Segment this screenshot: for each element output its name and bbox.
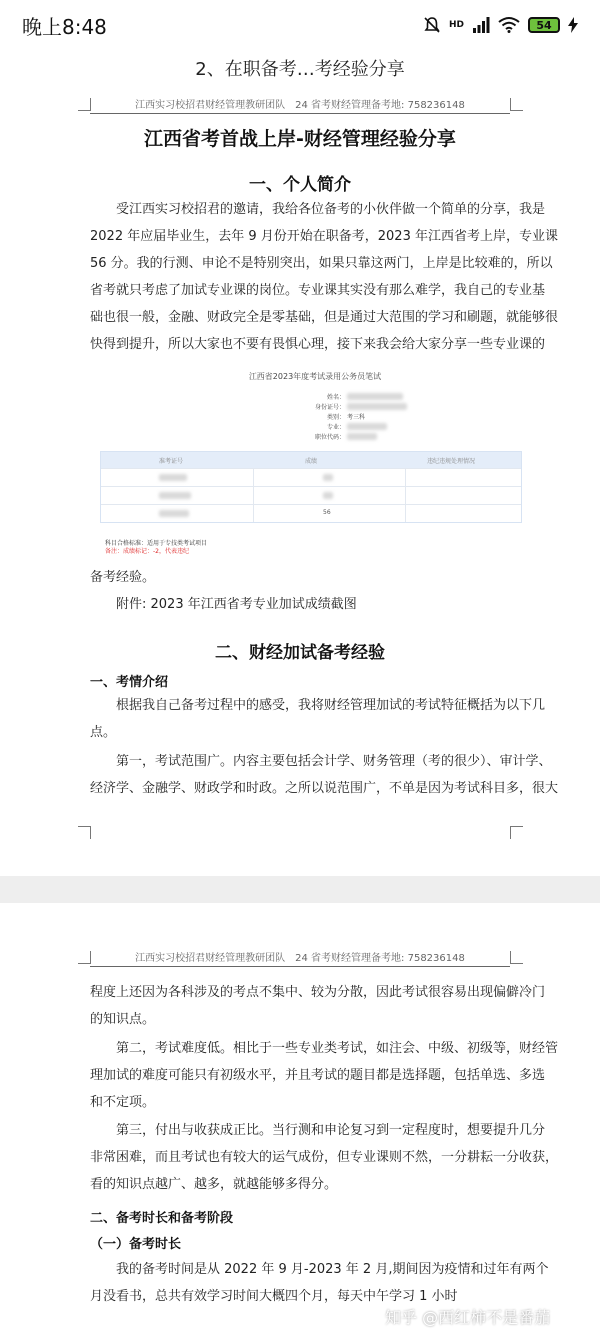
score-note: 科目合格标准：适用于专技类考试项目: [105, 540, 208, 547]
score-shot-title: 江西省2023年度考试录用公务员笔试: [248, 372, 382, 381]
page-corner-mark: [510, 98, 523, 111]
column-divider: [253, 468, 254, 522]
score-table: [100, 451, 522, 523]
redacted-value: [347, 423, 387, 430]
paragraph-line: 非常困难，而且考试也有较大的运气成份，但专业课则不然，一分耕耘一分收获，: [90, 1150, 559, 1165]
subheading-duration-stages: 二、备考时长和备考阶段: [90, 1211, 234, 1226]
wifi-icon: [498, 17, 520, 33]
document-page-1[interactable]: [0, 86, 600, 876]
redacted-value: [347, 393, 403, 400]
field-label: 专业：: [326, 424, 345, 431]
paragraph-line: 经济学、金融学、财政学和时政。之所以说范围广，不单是因为考试科目多，很大: [90, 781, 559, 796]
paragraph-line: 第三，付出与收获成正比。当行测和申论复习到一定程度时，想要提升几分: [116, 1123, 546, 1138]
paragraph-line: 础也很一般，金融、财政完全是零基础，但是通过大范围的学习和刷题，就能够很: [90, 310, 559, 325]
paragraph-line: 2022 年应届毕业生，去年 9 月份开始在职备考，2023 年江西省考上岸，专业课: [90, 229, 558, 244]
field-label: 职位代码：: [314, 434, 345, 441]
section-heading-intro: 一、个人简介: [249, 175, 351, 195]
paragraph-line: 第二，考试难度低。相比于一些专业类考试，如注会、中级、初级等，财经管: [116, 1041, 559, 1056]
redacted-value: [347, 433, 377, 440]
document-viewer-title: 2、在职备考…考经验分享: [0, 50, 600, 86]
status-bar: [0, 0, 600, 50]
page-corner-mark: [510, 951, 523, 964]
paragraph-line: 受江西实习校招君的邀请，我给各位备考的小伙伴做一个简单的分享，我是: [116, 202, 546, 217]
category-value: 考三科: [347, 414, 366, 421]
battery-indicator: 54: [528, 17, 560, 33]
section-heading-experience: 二、财经加试备考经验: [215, 643, 385, 663]
score-note-remark: 备注：成绩标记：-2，代表违纪: [105, 548, 189, 555]
page-corner-mark: [78, 826, 91, 839]
paragraph-line: 56 分。我的行测、申论不是特别突出，如果只靠这两门，上岸是比较难的，所以: [90, 256, 553, 271]
paragraph-line: 我的备考时间是从 2022 年 9 月-2023 年 2 月,期间因为疫情和过年有两个: [116, 1262, 549, 1277]
page-header: 江西实习校招君财经管理教研团队 24 省考财经管理备考地: 758236148: [90, 96, 510, 114]
page-corner-mark: [510, 826, 523, 839]
paragraph-line: 快得到提升，所以大家也不要有畏惧心理，接下来我会给大家分享一些专业课的: [90, 337, 546, 352]
paragraph-line: 根据我自己备考过程中的感受，我将财经管理加试的考试特征概括为以下几: [116, 698, 546, 713]
subheading-duration: （一）备考时长: [90, 1237, 182, 1252]
paragraph-line: 点。: [90, 725, 117, 740]
paragraph-line: 省考就只考虑了加试专业课的岗位。专业课其实没有那么难学，我自己的专业基: [90, 283, 546, 298]
score-table-header: [101, 452, 521, 468]
paragraph-line: 程度上还因为各科涉及的考点不集中、较为分散，因此考试很容易出现偏僻冷门: [90, 985, 546, 1000]
document-page-2[interactable]: [0, 903, 600, 1333]
redacted-value: [159, 474, 187, 481]
document-title: 江西省考首战上岸-财经管理经验分享: [144, 128, 456, 150]
column-header: 成绩: [304, 457, 317, 465]
score-value: 56: [323, 509, 331, 516]
redacted-value: [347, 403, 407, 410]
paragraph-line: 备考经验。: [90, 570, 156, 585]
charging-bolt-icon: [568, 17, 578, 33]
paragraph-line: 第一，考试范围广。内容主要包括会计学、财务管理（考的很少）、审计学、: [116, 754, 552, 769]
paragraph-line: 看的知识点越广、越多，就越能够多得分。: [90, 1177, 338, 1192]
page-header: 江西实习校招君财经管理教研团队 24 省考财经管理备考地: 758236148: [90, 949, 510, 967]
field-label: 姓名：: [326, 394, 345, 401]
paragraph-line: 的知识点。: [90, 1012, 156, 1027]
field-label: 身份证号：: [314, 404, 345, 411]
network-type-label: HD: [448, 20, 464, 30]
paragraph-line: 理加试的难度可能只有初级水平，并且考试的题目都是选择题，包括单选、多选: [90, 1068, 546, 1083]
status-time: 晚上8:48: [22, 14, 107, 39]
field-label: 类别：: [326, 414, 345, 421]
redacted-value: [159, 510, 189, 517]
mute-bell-icon: [423, 16, 441, 34]
score-shot-fields: [295, 393, 345, 443]
subheading-exam-overview: 一、考情介绍: [90, 675, 169, 690]
redacted-value: [323, 492, 333, 499]
zhihu-watermark: 知乎 @西红柿不是番茄: [385, 1308, 551, 1327]
column-header: 违纪违规处理情况: [426, 457, 475, 465]
signal-icon: [472, 17, 490, 33]
paragraph-line: 和不定项。: [90, 1095, 156, 1110]
column-divider: [405, 468, 406, 522]
redacted-value: [159, 492, 191, 499]
column-header: 准考证号: [158, 457, 183, 465]
page-separator: [0, 876, 600, 903]
redacted-value: [323, 474, 333, 481]
status-icons: [423, 16, 578, 34]
paragraph-line: 月没看书，总共有效学习时间大概四个月，每天中午学习 1 小时: [90, 1289, 458, 1304]
figure-caption: 附件: 2023 年江西省考专业加试成绩截图: [116, 597, 357, 612]
